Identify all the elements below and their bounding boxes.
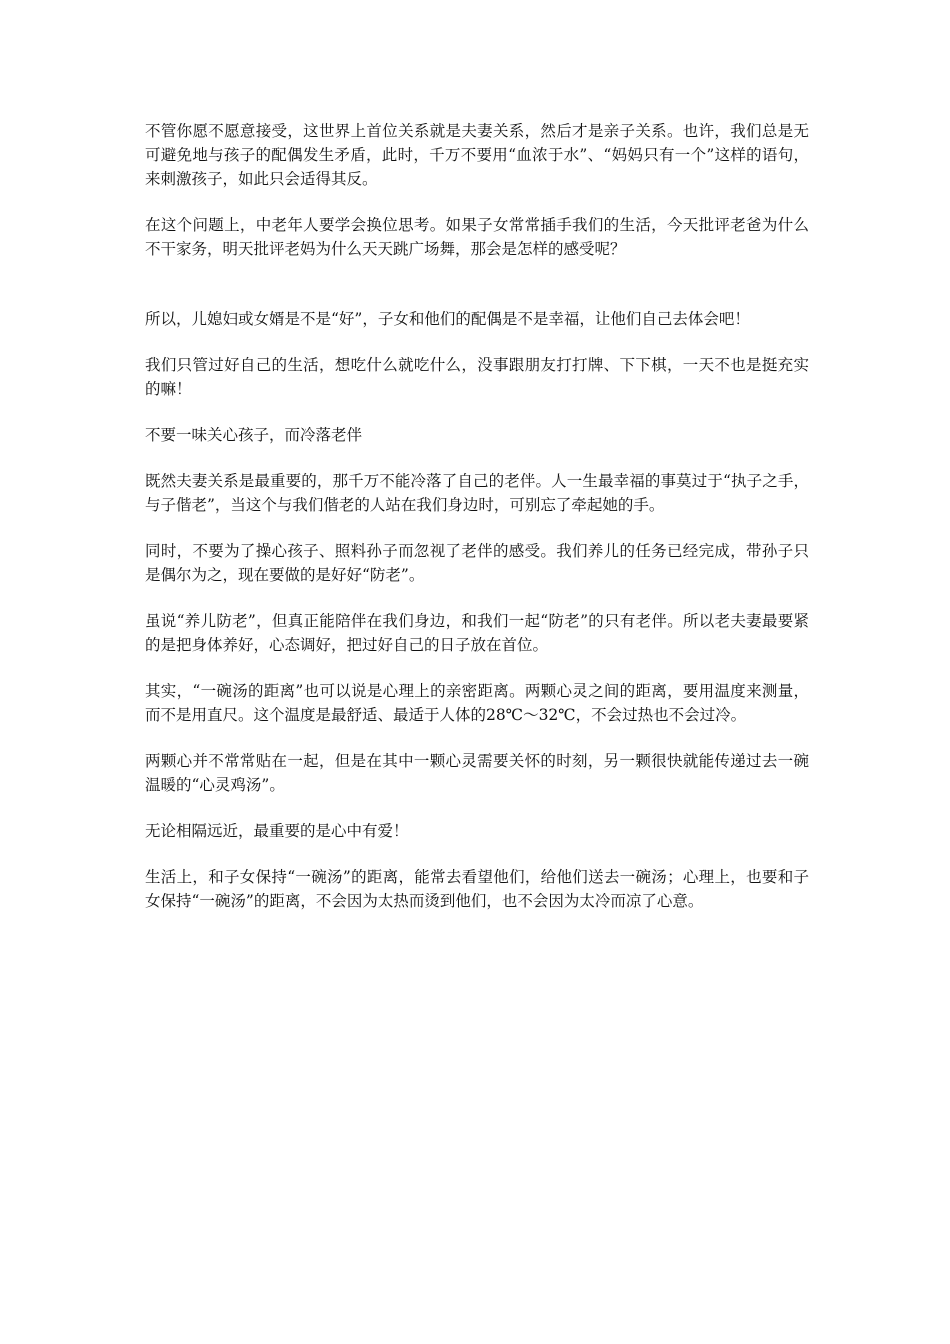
paragraph: 不管你愿不愿意接受，这世界上首位关系就是夫妻关系，然后才是亲子关系。也许，我们总是无可避免地与孩子的配偶发生矛盾，此时，千万不要用“血浓于水”、“妈妈只有一个”这样的语句，来刺激孩子，如此只会适得其反。 xyxy=(145,122,809,188)
paragraph: 我们只管过好自己的生活，想吃什么就吃什么，没事跟朋友打打牌、下下棋，一天不也是挺充实的嘛！ xyxy=(145,356,809,398)
section-heading: 不要一味关心孩子，而冷落老伴 xyxy=(145,426,363,444)
paragraph: 两颗心并不常常贴在一起，但是在其中一颗心灵需要关怀的时刻，另一颗很快就能传递过去一碗温暖的“心灵鸡汤”。 xyxy=(145,752,809,794)
document-body xyxy=(145,119,809,935)
paragraph: 虽说“养儿防老”，但真正能陪伴在我们身边，和我们一起“防老”的只有老伴。所以老夫妻最要紧的是把身体养好，心态调好，把过好自己的日子放在首位。 xyxy=(145,612,809,654)
paragraph: 在这个问题上，中老年人要学会换位思考。如果子女常常插手我们的生活，今天批评老爸为什么不干家务，明天批评老妈为什么天天跳广场舞，那会是怎样的感受呢？ xyxy=(145,216,809,258)
paragraph: 生活上，和子女保持“一碗汤”的距离，能常去看望他们，给他们送去一碗汤；心理上，也要和子女保持“一碗汤”的距离，不会因为太热而烫到他们，也不会因为太冷而凉了心意。 xyxy=(145,868,809,910)
paragraph: 同时，不要为了操心孩子、照料孙子而忽视了老伴的感受。我们养儿的任务已经完成，带孙子只是偶尔为之，现在要做的是好好“防老”。 xyxy=(145,542,809,584)
paragraph: 无论相隔远近，最重要的是心中有爱！ xyxy=(145,822,409,840)
paragraph: 所以，儿媳妇或女婿是不是“好”，子女和他们的配偶是不是幸福，让他们自己去体会吧！ xyxy=(145,310,750,328)
paragraph: 既然夫妻关系是最重要的，那千万不能冷落了自己的老伴。人一生最幸福的事莫过于“执子之手，与子偕老”，当这个与我们偕老的人站在我们身边时，可别忘了牵起她的手。 xyxy=(145,472,809,514)
paragraph: 其实，“一碗汤的距离”也可以说是心理上的亲密距离。两颗心灵之间的距离，要用温度来测量，而不是用直尺。这个温度是最舒适、最适于人体的28℃～32℃，不会过热也不会过冷。 xyxy=(145,682,809,724)
